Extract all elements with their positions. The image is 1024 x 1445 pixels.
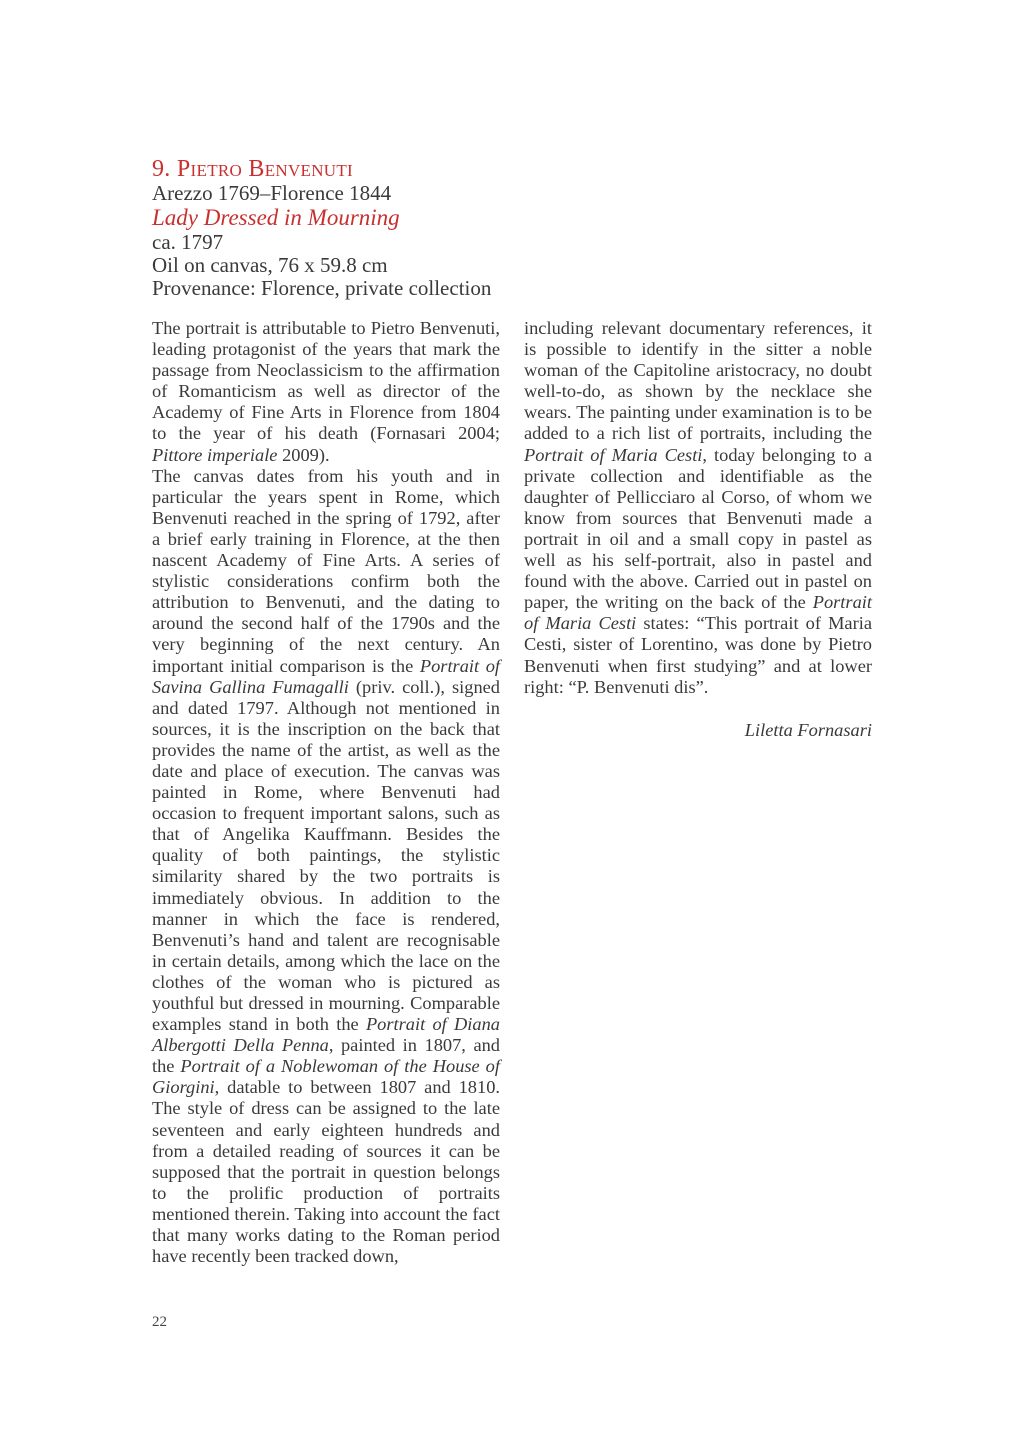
body-paragraph: including relevant documentary references, it is possible to identify in the sitter a noble woman of the Capitoline aristocracy, no doubt well-to-do, as shown by the necklace she wears. The painting under examination is to be added to a rich list of portraits, including the Portrait of Maria Cesti, today belonging to a private collection and identifiable as the daughter of Pellicciaro al Corso, of whom we know from sources that Benvenuti made a portrait in oil and a small copy in pastel as well as his self-portrait, also in pastel and found with the above. Carried out in pastel on paper, the writing on the back of the Portrait of Maria Cesti states: “This portrait of Maria Cesti, sister of Lorentino, was done by Pietro Benvenuti when first studying” and at lower right: “P. Benvenuti dis”. bbox=[524, 318, 872, 697]
artwork-date: ca. 1797 bbox=[152, 230, 224, 254]
artist-life-dates: Arezzo 1769–Florence 1844 bbox=[152, 181, 392, 205]
artwork-medium: Oil on canvas, 76 x 59.8 cm bbox=[152, 253, 388, 277]
body-paragraph: The portrait is attributable to Pietro Benvenuti, leading protagonist of the years that mark the passage from Neoclassicism to the affirmation of Romanticism as well as director of the Academy of Fine Arts in Florence from 1804 to the year of his death (Fornasari 2004; Pittore imperiale 2009). bbox=[152, 318, 500, 465]
italic-work-title: Pittore imperiale bbox=[152, 444, 278, 465]
italic-work-title: Portrait of Maria Cesti bbox=[524, 444, 703, 465]
artwork-title: Lady Dressed in Mourning bbox=[152, 205, 400, 230]
italic-work-title: Portrait of Diana Albergotti Della Penna bbox=[152, 1014, 500, 1056]
italic-work-title: Portrait of Savina Gallina Fumagalli bbox=[152, 655, 501, 697]
page-number: 22 bbox=[152, 1314, 167, 1330]
italic-work-title: Portrait of a Noblewoman of the House of Giorgini bbox=[152, 1056, 500, 1098]
author-signature: Liletta Fornasari bbox=[744, 719, 872, 740]
italic-work-title: Portrait of Maria Cesti bbox=[524, 592, 872, 634]
body-column-left bbox=[152, 318, 500, 1267]
body-column-right bbox=[524, 318, 872, 741]
body-paragraph: The canvas dates from his youth and in particular the years spent in Rome, which Benvenuti reached in the spring of 1792, after a brief early training in Florence, at the then nascent Academy of Fine Arts. A series of stylistic considerations confirm both the attribution to Benvenuti, and the dating to around the second half of the 1790s and the very beginning of the next century. An important initial comparison is the Portrait of Savina Gallina Fumagalli (priv. coll.), signed and dated 1797. Although not mentioned in sources, it is the inscription on the back that provides the name of the artist, as well as the date and place of execution. The canvas was painted in Rome, where Benvenuti had occasion to frequent important salons, such as that of Angelika Kauffmann. Besides the quality of both paintings, the stylistic similarity shared by the two portraits is immediately obvious. In addition to the manner in which the face is rendered, Benvenuti’s hand and talent are recognisable in certain details, among which the lace on the clothes of the woman who is pictured as youthful but dressed in mourning. Comparable examples stand in both the Portrait of Diana Albergotti Della Penna, painted in 1807, and the Portrait of a Noblewoman of the House of Giorgini, datable to between 1807 and 1810. The style of dress can be assigned to the late seventeen and early eighteen hundreds and from a detailed reading of sources it can be supposed that the portrait in question belongs to the prolific production of portraits mentioned therein. Taking into account the fact that many works dating to the Roman period have recently been tracked down, bbox=[152, 465, 501, 1267]
entry-heading: 9. Pietro Benvenuti bbox=[152, 156, 354, 182]
artwork-provenance: Provenance: Florence, private collection bbox=[152, 276, 492, 300]
catalogue-entry-header bbox=[152, 156, 572, 300]
